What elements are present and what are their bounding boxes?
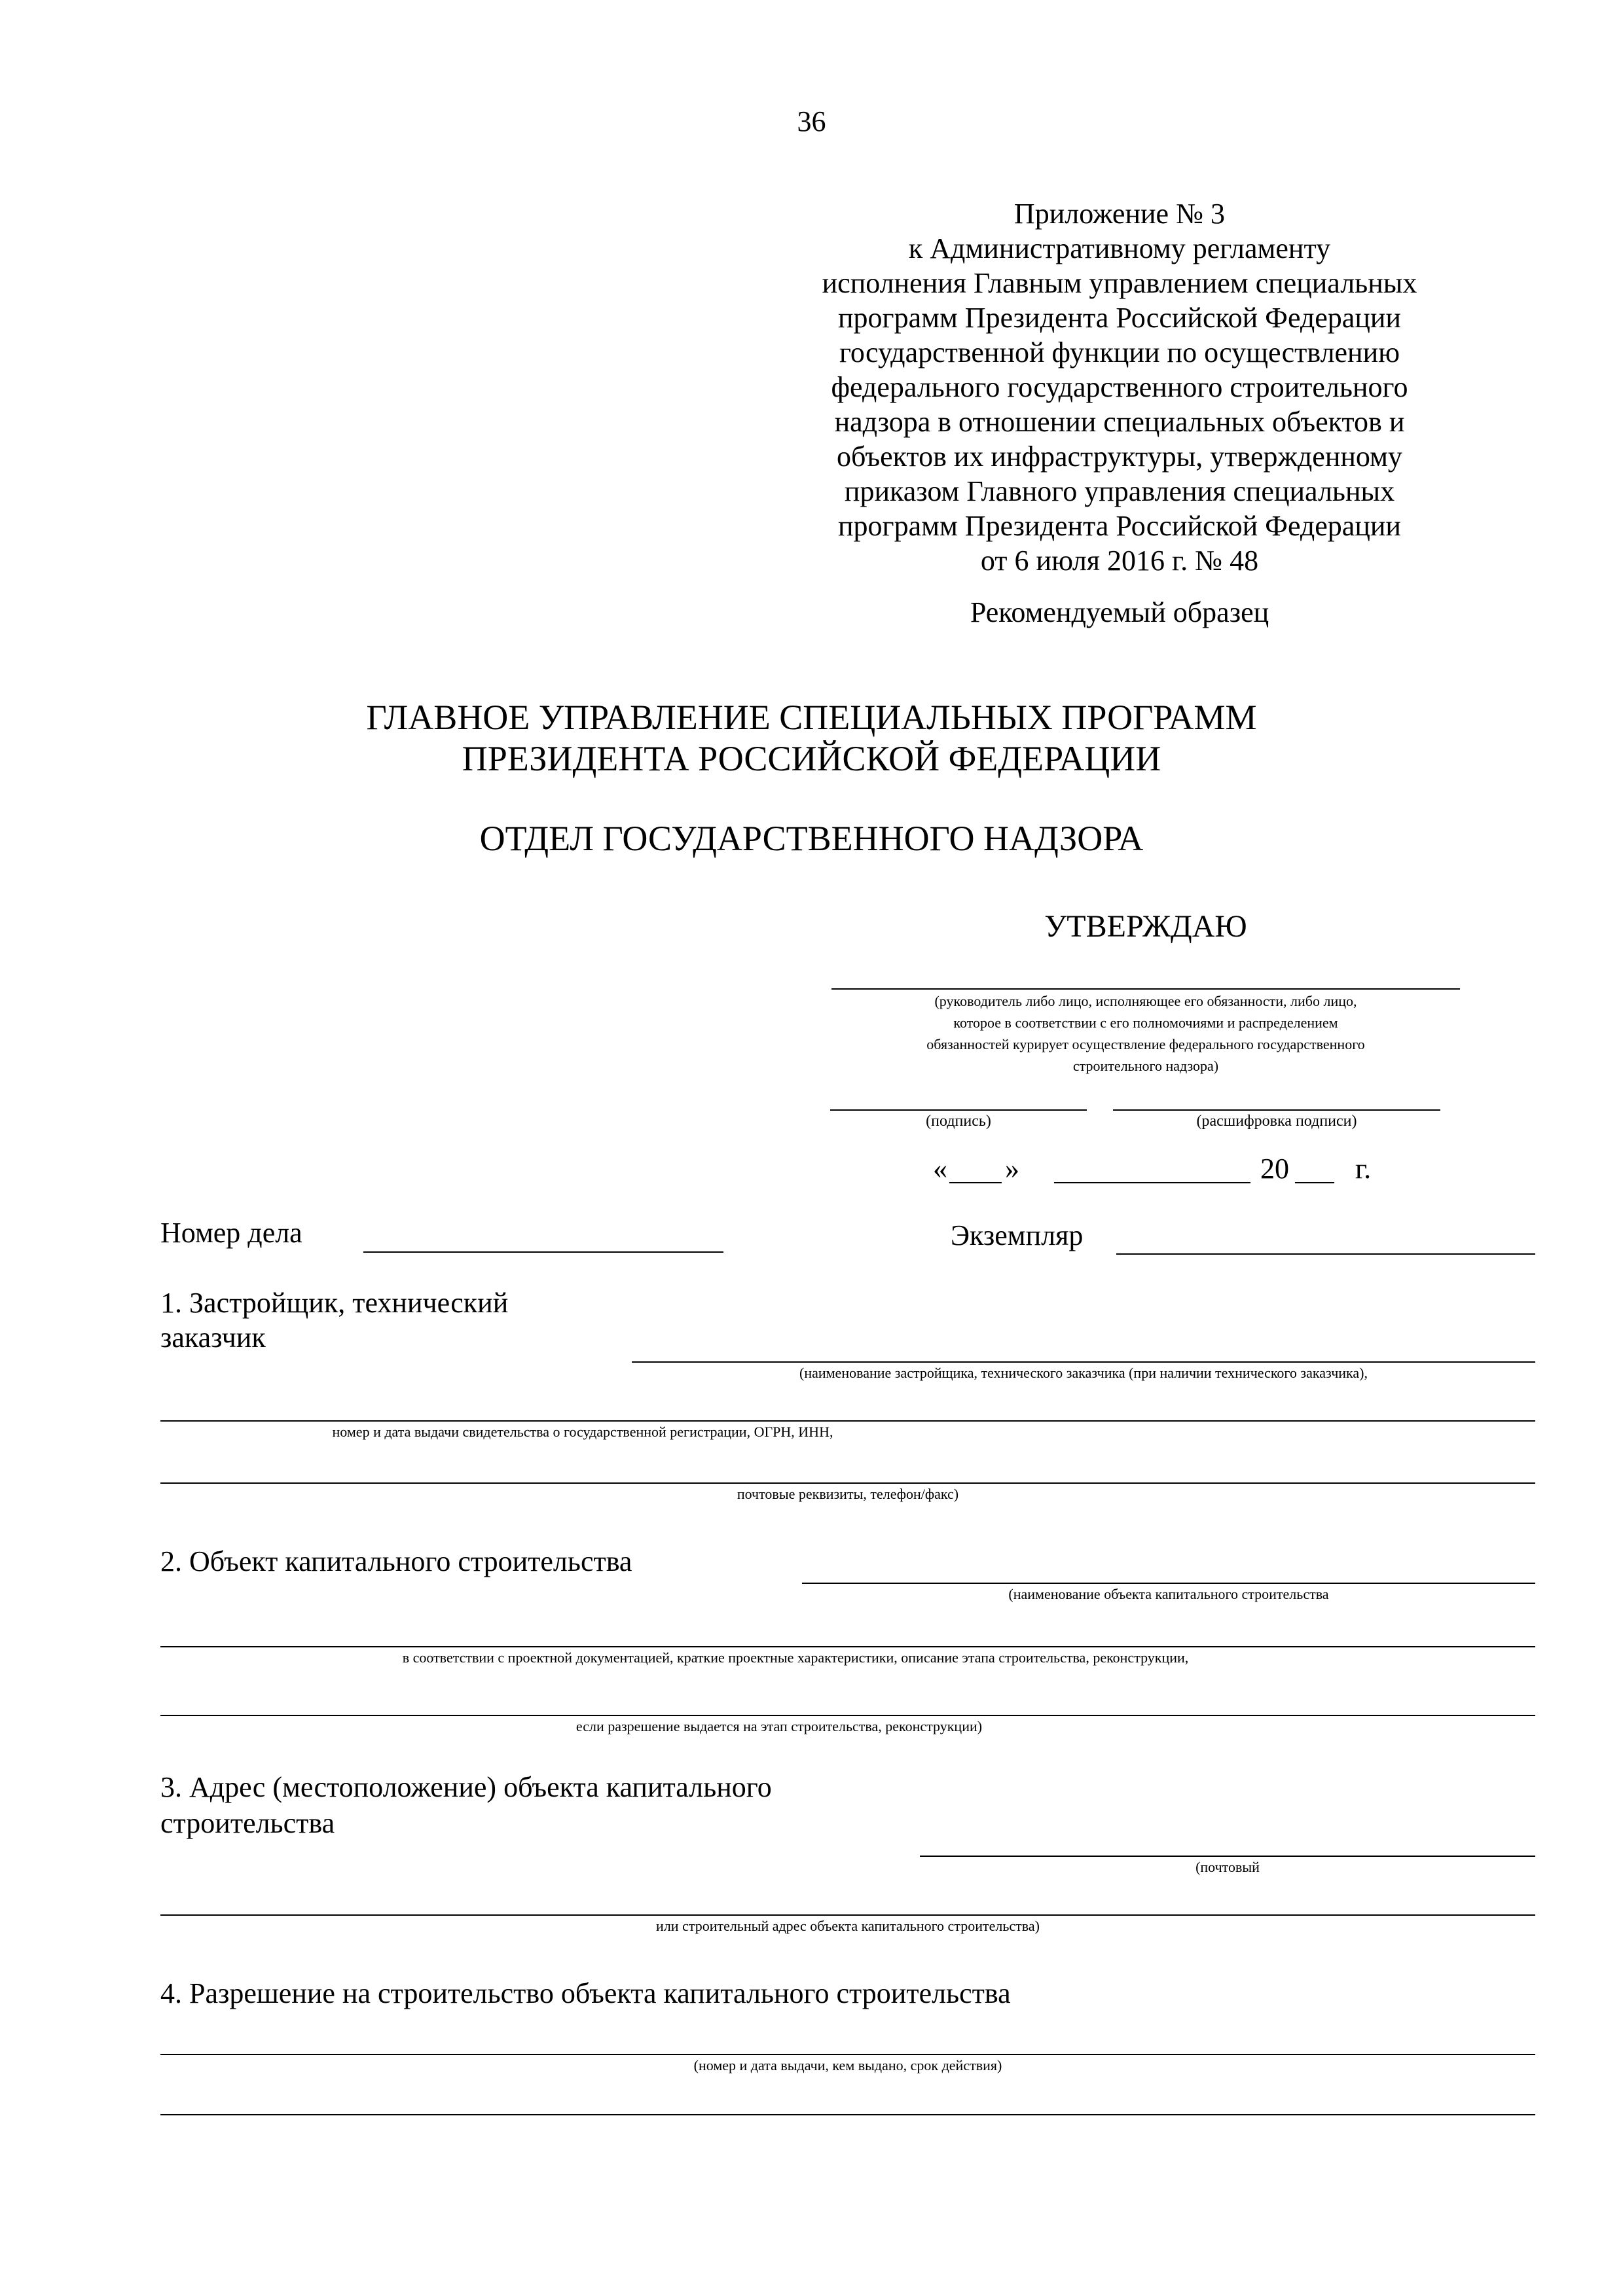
date-month-field[interactable] xyxy=(1054,1182,1250,1183)
developer-registration-field[interactable] xyxy=(160,1420,1535,1422)
copy-label: Экземпляр xyxy=(951,1219,1084,1251)
date-day-field[interactable] xyxy=(949,1182,1002,1183)
object-stage-note: если разрешение выдается на этап строительства, реконструкции) xyxy=(575,1718,983,1734)
appendix-line: надзора в отношении специальных объектов и xyxy=(834,406,1405,438)
note-line: обязанностей курирует осуществление федерального государственного xyxy=(926,1036,1365,1052)
object-characteristics-field[interactable] xyxy=(160,1646,1535,1647)
copy-field[interactable] xyxy=(1116,1253,1535,1255)
developer-name-field[interactable] xyxy=(632,1361,1535,1363)
section-3-title-line1: 3. Адрес (местоположение) объекта капитального xyxy=(160,1771,772,1803)
date-close-quote: » xyxy=(1005,1153,1019,1185)
appendix-line: объектов их инфраструктуры, утвержденному xyxy=(837,440,1402,473)
developer-contacts-field[interactable] xyxy=(160,1482,1535,1484)
appendix-line: к Административному регламенту xyxy=(908,232,1331,264)
object-name-field[interactable] xyxy=(802,1583,1535,1584)
permit-details-field[interactable] xyxy=(160,2054,1535,2055)
appendix-line: приказом Главного управления специальных xyxy=(844,475,1395,507)
object-postal-address-note: (почтовый xyxy=(1195,1859,1260,1875)
signature-decoding-note: (расшифровка подписи) xyxy=(1196,1113,1357,1130)
note-line: строительного надзора) xyxy=(1072,1058,1219,1074)
section-2-title: 2. Объект капитального строительства xyxy=(160,1545,632,1577)
appendix-line: программ Президента Российской Федерации xyxy=(838,302,1401,334)
object-characteristics-note: в соответствии с проектной документацией, краткие проектные характеристики, описание этапа строительства, реконструкции, xyxy=(402,1649,1189,1666)
developer-name-note: (наименование застройщика, технического заказчика (при наличии технического заказчика), xyxy=(799,1365,1368,1381)
appendix-line: федерального государственного строительного xyxy=(831,371,1408,403)
sample-label: Рекомендуемый образец xyxy=(970,596,1269,628)
developer-registration-note: номер и дата выдачи свидетельства о государственной регистрации, ОГРН, ИНН, xyxy=(332,1424,833,1440)
approval-title: УТВЕРЖДАЮ xyxy=(1044,909,1247,944)
object-construction-address-field[interactable] xyxy=(160,1914,1535,1916)
object-postal-address-field[interactable] xyxy=(920,1856,1535,1857)
organization-title-line2: ПРЕЗИДЕНТА РОССИЙСКОЙ ФЕДЕРАЦИИ xyxy=(462,739,1161,778)
object-stage-field[interactable] xyxy=(160,1715,1535,1716)
object-name-note: (наименование объекта капитального строительства xyxy=(1008,1586,1329,1602)
developer-contacts-note: почтовые реквизиты, телефон/факс) xyxy=(737,1486,959,1502)
department-title: ОТДЕЛ ГОСУДАРСТВЕННОГО НАДЗОРА xyxy=(479,819,1144,858)
permit-details-extra-field[interactable] xyxy=(160,2114,1535,2115)
note-line: (руководитель либо лицо, исполняющее его обязанности, либо лицо, xyxy=(934,993,1357,1009)
appendix-line: исполнения Главным управлением специальных xyxy=(822,267,1417,299)
section-1-title-line2: заказчик xyxy=(160,1321,266,1354)
section-1-title-line1: 1. Застройщик, технический xyxy=(160,1287,509,1319)
case-number-field[interactable] xyxy=(363,1251,723,1253)
approver-position-note xyxy=(831,990,1460,1077)
signature-note: (подпись) xyxy=(926,1113,991,1130)
date-year-suffix: г. xyxy=(1355,1153,1372,1185)
date-open-quote: « xyxy=(933,1153,947,1185)
appendix-header xyxy=(759,196,1480,578)
signature-decoding-line[interactable] xyxy=(1113,1109,1440,1111)
object-construction-address-note: или строительный адрес объекта капитального строительства) xyxy=(656,1918,1040,1934)
note-line: которое в соответствии с его полномочиями и распределением xyxy=(953,1014,1338,1031)
permit-details-note: (номер и дата выдачи, кем выдано, срок действия) xyxy=(693,2057,1002,2073)
appendix-line: государственной функции по осуществлению xyxy=(839,336,1400,368)
appendix-line: программ Президента Российской Федерации xyxy=(838,510,1401,542)
section-4-title: 4. Разрешение на строительство объекта капитального строительства xyxy=(160,1977,1011,2009)
appendix-line: Приложение № 3 xyxy=(1013,198,1226,230)
approver-position-line[interactable] xyxy=(831,988,1460,990)
date-year-field[interactable] xyxy=(1295,1182,1334,1183)
section-3-title-line2: строительства xyxy=(160,1807,335,1839)
appendix-line: от 6 июля 2016 г. № 48 xyxy=(980,545,1259,577)
signature-line[interactable] xyxy=(830,1109,1087,1111)
date-year-prefix: 20 xyxy=(1260,1153,1289,1185)
case-number-label: Номер дела xyxy=(160,1217,302,1249)
organization-title-line1: ГЛАВНОЕ УПРАВЛЕНИЕ СПЕЦИАЛЬНЫХ ПРОГРАММ xyxy=(366,698,1257,737)
page-number: 36 xyxy=(797,105,826,137)
